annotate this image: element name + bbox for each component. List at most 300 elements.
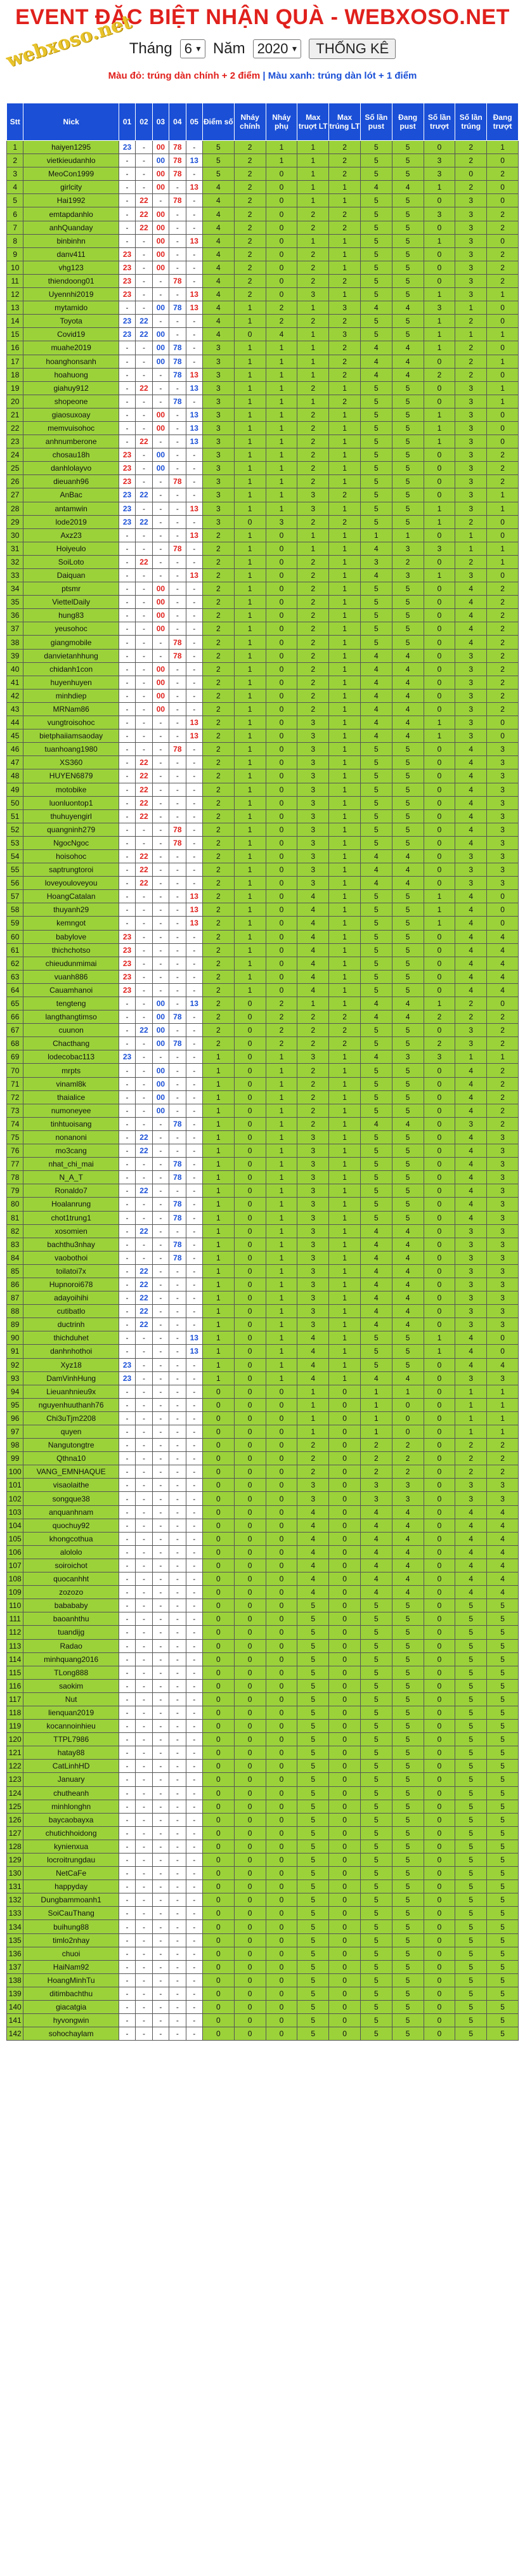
nick-cell[interactable]: emtapdanhlo: [23, 207, 119, 221]
year-select[interactable]: [253, 39, 302, 58]
number-cell: -: [119, 649, 135, 662]
nick-cell[interactable]: Dungbammoanh1: [23, 1893, 119, 1907]
stat-cell: 2: [202, 997, 234, 1010]
nick-cell[interactable]: MeoCon1999: [23, 167, 119, 181]
stat-cell: 0: [424, 702, 455, 716]
nick-cell[interactable]: kynienxua: [23, 1840, 119, 1853]
stat-cell: 2: [234, 261, 266, 274]
nick-cell[interactable]: baycaobayxa: [23, 1813, 119, 1826]
number-cell: -: [119, 756, 135, 769]
number-cell: 00: [152, 247, 169, 261]
nick-cell[interactable]: numoneyee: [23, 1104, 119, 1117]
number-cell: -: [186, 809, 202, 823]
nick-cell[interactable]: Xyz18: [23, 1358, 119, 1371]
nick-cell[interactable]: Hai1992: [23, 194, 119, 207]
number-cell: -: [186, 1037, 202, 1050]
nick-cell[interactable]: Qthna10: [23, 1452, 119, 1465]
number-cell: -: [152, 1559, 169, 1572]
nick-cell[interactable]: hoahuong: [23, 368, 119, 381]
number-cell: 00: [152, 1010, 169, 1024]
nick-cell[interactable]: chuoi: [23, 1947, 119, 1960]
stat-cell: 1: [329, 448, 361, 462]
nick-cell[interactable]: buihung88: [23, 1920, 119, 1933]
nick-cell[interactable]: danv411: [23, 247, 119, 261]
stat-cell: 0: [202, 1786, 234, 1800]
stat-cell: 4: [392, 355, 424, 368]
stat-cell: 2: [297, 689, 329, 702]
stat-cell: 3: [455, 1238, 487, 1251]
nick-cell[interactable]: minhdiep: [23, 689, 119, 702]
nick-cell[interactable]: timlo2nhay: [23, 1933, 119, 1947]
nick-cell[interactable]: soiroichot: [23, 1559, 119, 1572]
nick-cell[interactable]: babababy: [23, 1599, 119, 1612]
number-cell: 00: [152, 1090, 169, 1104]
nick-cell[interactable]: huyenhuyen: [23, 676, 119, 689]
nick-cell[interactable]: zozozo: [23, 1586, 119, 1599]
stat-cell: 5: [392, 943, 424, 957]
nick-cell[interactable]: minhlonghn: [23, 1800, 119, 1813]
nick-cell[interactable]: Hupnoroi678: [23, 1278, 119, 1291]
table-row: [7, 488, 519, 502]
stat-cell: 5: [297, 1720, 329, 1733]
nick-cell[interactable]: nonanoni: [23, 1130, 119, 1144]
stat-cell: 5: [455, 1893, 487, 1907]
number-cell: -: [136, 1211, 152, 1224]
number-cell: 13: [186, 368, 202, 381]
table-row: [7, 435, 519, 448]
stat-cell: 0: [424, 1692, 455, 1706]
stat-cell: 1: [234, 448, 266, 462]
nick-cell[interactable]: binbinhn: [23, 234, 119, 247]
nick-cell[interactable]: chieudunmimai: [23, 957, 119, 970]
number-cell: 23: [119, 488, 135, 502]
nick-cell[interactable]: tuandijg: [23, 1626, 119, 1639]
table-row: [7, 1278, 519, 1291]
stat-cell: 4: [360, 676, 392, 689]
site-logo[interactable]: webxoso.net: [3, 11, 134, 72]
number-cell: -: [152, 636, 169, 649]
stat-cell: 0: [266, 1666, 297, 1679]
nick-cell[interactable]: Daiquan: [23, 569, 119, 582]
stat-cell: 1: [329, 729, 361, 743]
stat-cell: 5: [487, 1599, 519, 1612]
number-cell: -: [119, 301, 135, 315]
nick-cell[interactable]: HUYEN6879: [23, 769, 119, 783]
nick-cell[interactable]: vungtroisohoc: [23, 716, 119, 729]
nick-cell[interactable]: Uyennhi2019: [23, 288, 119, 301]
nick-cell[interactable]: XS360: [23, 756, 119, 769]
nick-cell[interactable]: CatLinhHD: [23, 1760, 119, 1773]
stat-cell: 0: [487, 421, 519, 435]
nick-cell[interactable]: antamwin: [23, 502, 119, 515]
nick-cell[interactable]: saptrungtoroi: [23, 863, 119, 877]
nick-cell[interactable]: haiyen1295: [23, 141, 119, 154]
stat-cell: 0: [424, 649, 455, 662]
nick-cell[interactable]: HoangMinhTu: [23, 1973, 119, 1987]
stat-cell: 0: [266, 957, 297, 970]
nick-cell[interactable]: Cauamhanoi: [23, 983, 119, 997]
stat-cell: 1: [234, 743, 266, 756]
nick-cell[interactable]: yeusohoc: [23, 622, 119, 636]
nick-cell[interactable]: vuanh886: [23, 970, 119, 983]
nick-cell[interactable]: anhQuanday: [23, 221, 119, 234]
stat-cell: 0: [266, 555, 297, 568]
nick-cell[interactable]: dieuanh96: [23, 475, 119, 488]
stat-cell: 2: [455, 1439, 487, 1452]
nick-cell[interactable]: SoiLoto: [23, 555, 119, 568]
stat-cell: 79: [7, 1184, 23, 1198]
nick-cell[interactable]: Ronaldo7: [23, 1184, 119, 1198]
nick-cell[interactable]: Chi3uTjm2208: [23, 1411, 119, 1425]
nick-cell[interactable]: ptsmr: [23, 582, 119, 596]
number-cell: 22: [136, 1184, 152, 1198]
nick-cell[interactable]: January: [23, 1773, 119, 1786]
nick-cell[interactable]: giahuy912: [23, 381, 119, 395]
nick-cell[interactable]: chidanh1con: [23, 662, 119, 676]
nick-cell[interactable]: Toyota: [23, 315, 119, 328]
nick-cell[interactable]: Radao: [23, 1639, 119, 1652]
number-cell: -: [119, 1411, 135, 1425]
nick-cell[interactable]: thichchotso: [23, 943, 119, 957]
nick-cell[interactable]: DamVinhHung: [23, 1371, 119, 1385]
stat-cell: 0: [266, 1532, 297, 1545]
stat-cell: 58: [7, 903, 23, 917]
stat-cell: 2: [202, 689, 234, 702]
table-row: [7, 609, 519, 622]
stat-cell: 0: [234, 1130, 266, 1144]
stat-cell: 3: [455, 247, 487, 261]
nick-cell[interactable]: bietphaiiamsaoday: [23, 729, 119, 743]
number-cell: -: [119, 1439, 135, 1452]
stat-cell: 5: [392, 221, 424, 234]
number-cell: -: [169, 1572, 186, 1586]
nick-cell[interactable]: MRNam86: [23, 702, 119, 716]
nick-cell[interactable]: cuunon: [23, 1024, 119, 1037]
number-cell: 13: [186, 903, 202, 917]
stat-cell: 0: [202, 1586, 234, 1599]
nick-cell[interactable]: giangmobile: [23, 636, 119, 649]
number-cell: -: [186, 1010, 202, 1024]
number-cell: -: [136, 1612, 152, 1626]
stat-cell: 1: [455, 1411, 487, 1425]
nick-cell[interactable]: ViettelDaily: [23, 596, 119, 609]
number-cell: -: [136, 903, 152, 917]
stat-cell: 3: [455, 662, 487, 676]
stat-cell: 5: [392, 1973, 424, 1987]
nick-cell[interactable]: muahe2019: [23, 341, 119, 355]
number-cell: -: [136, 609, 152, 622]
nick-cell[interactable]: xosomien: [23, 1224, 119, 1238]
nick-cell[interactable]: thiendoong01: [23, 274, 119, 287]
column-header: Max truợt LT: [297, 103, 329, 141]
stat-cell: 2: [297, 221, 329, 234]
stat-cell: 2: [202, 582, 234, 596]
nick-cell[interactable]: nhat_chi_mai: [23, 1158, 119, 1171]
nick-cell[interactable]: khongcothua: [23, 1532, 119, 1545]
number-cell: -: [152, 1411, 169, 1425]
stat-cell: 1: [202, 1090, 234, 1104]
number-cell: -: [186, 1907, 202, 1920]
stat-cell: 0: [487, 997, 519, 1010]
stat-cell: 0: [234, 1371, 266, 1385]
table-row: [7, 1773, 519, 1786]
stat-cell: 5: [392, 1813, 424, 1826]
nick-cell[interactable]: chot1trung1: [23, 1211, 119, 1224]
nick-cell[interactable]: tuanhoang1980: [23, 743, 119, 756]
stat-cell: 4: [455, 1532, 487, 1545]
nick-cell[interactable]: lode2019: [23, 515, 119, 528]
stat-cell: 5: [297, 1773, 329, 1786]
nick-cell[interactable]: giacatgia: [23, 2001, 119, 2014]
stat-cell: 2: [329, 1024, 361, 1037]
stat-cell: 5: [297, 1639, 329, 1652]
nick-cell[interactable]: Lieuanhnieu9x: [23, 1385, 119, 1398]
nick-cell[interactable]: TLong888: [23, 1666, 119, 1679]
stat-cell: 3: [455, 1479, 487, 1492]
nick-cell[interactable]: happyday: [23, 1880, 119, 1893]
nick-cell[interactable]: mrpts: [23, 1064, 119, 1077]
stat-cell: 5: [360, 1158, 392, 1171]
nick-cell[interactable]: locroitrungdau: [23, 1854, 119, 1867]
number-cell: -: [169, 1345, 186, 1358]
nick-cell[interactable]: AnBac: [23, 488, 119, 502]
stat-cell: 0: [234, 1358, 266, 1371]
stat-cell: 5: [202, 141, 234, 154]
number-cell: -: [186, 689, 202, 702]
nick-cell[interactable]: vietkieudanhlo: [23, 154, 119, 167]
number-cell: -: [186, 877, 202, 890]
stat-cell: 2: [297, 1037, 329, 1050]
nick-cell[interactable]: Nangutongtre: [23, 1439, 119, 1452]
stat-cell: 2: [329, 515, 361, 528]
stat-cell: 42: [7, 689, 23, 702]
stat-cell: 5: [360, 1599, 392, 1612]
nick-cell[interactable]: hoisohoc: [23, 849, 119, 863]
number-cell: 00: [152, 355, 169, 368]
nick-cell[interactable]: Covid19: [23, 328, 119, 341]
nick-cell[interactable]: anhnumberone: [23, 435, 119, 448]
nick-cell[interactable]: Hoalanrung: [23, 1198, 119, 1211]
number-cell: -: [169, 1733, 186, 1746]
stat-cell: 33: [7, 569, 23, 582]
nick-cell[interactable]: sohochaylam: [23, 2027, 119, 2041]
nick-cell[interactable]: danhlolayvo: [23, 462, 119, 475]
number-cell: 23: [119, 274, 135, 287]
nick-cell[interactable]: thuyanh29: [23, 903, 119, 917]
nick-cell[interactable]: langthangtimso: [23, 1010, 119, 1024]
nick-cell[interactable]: NetCaFe: [23, 1867, 119, 1880]
stat-cell: 0: [424, 355, 455, 368]
nick-cell[interactable]: thuhuyengirl: [23, 809, 119, 823]
nick-cell[interactable]: Chacthang: [23, 1037, 119, 1050]
stat-cell: 1: [202, 1171, 234, 1184]
stat-cell: 0: [202, 1626, 234, 1639]
stat-cell: 3: [297, 1318, 329, 1331]
nick-cell[interactable]: Axz23: [23, 528, 119, 542]
nick-cell[interactable]: vhg123: [23, 261, 119, 274]
nick-cell[interactable]: hatay88: [23, 1746, 119, 1760]
nick-cell[interactable]: bachthu3nhay: [23, 1238, 119, 1251]
nick-cell[interactable]: minhquang2016: [23, 1652, 119, 1666]
nick-cell[interactable]: quochuy92: [23, 1519, 119, 1532]
stat-cell: 90: [7, 1331, 23, 1345]
nick-cell[interactable]: hung83: [23, 609, 119, 622]
nick-cell[interactable]: NgocNgoc: [23, 836, 119, 849]
nick-cell[interactable]: danhnhothoi: [23, 1345, 119, 1358]
nick-cell[interactable]: adayoihihi: [23, 1291, 119, 1305]
number-cell: -: [169, 997, 186, 1010]
number-cell: 78: [169, 636, 186, 649]
number-cell: -: [152, 863, 169, 877]
nick-cell[interactable]: quangninh279: [23, 823, 119, 836]
nick-cell[interactable]: anquanhnam: [23, 1505, 119, 1519]
stat-cell: 4: [297, 970, 329, 983]
number-cell: 22: [136, 555, 152, 568]
stat-cell: 61: [7, 943, 23, 957]
nick-cell[interactable]: cutibatlo: [23, 1305, 119, 1318]
stat-cell: 4: [392, 716, 424, 729]
stat-cell: 5: [360, 261, 392, 274]
number-cell: -: [186, 315, 202, 328]
number-cell: -: [169, 582, 186, 596]
nick-cell[interactable]: nguyenhuuthanh76: [23, 1398, 119, 1411]
nick-cell[interactable]: mo3cang: [23, 1144, 119, 1158]
nick-cell[interactable]: songque38: [23, 1492, 119, 1505]
nick-cell[interactable]: HoangCatalan: [23, 890, 119, 903]
page-header: [0, 0, 525, 103]
number-cell: -: [169, 676, 186, 689]
nick-cell[interactable]: alololo: [23, 1545, 119, 1559]
stat-cell: 2: [487, 622, 519, 636]
nick-cell[interactable]: TTPL7986: [23, 1733, 119, 1746]
nick-cell[interactable]: lodecobac113: [23, 1050, 119, 1064]
nick-cell[interactable]: tinhtuoisang: [23, 1117, 119, 1130]
number-cell: -: [169, 702, 186, 716]
nick-cell[interactable]: ditimbachthu: [23, 1987, 119, 2000]
number-cell: -: [136, 636, 152, 649]
number-cell: -: [136, 1679, 152, 1692]
stat-cell: 4: [297, 1586, 329, 1599]
number-cell: -: [152, 809, 169, 823]
number-cell: -: [136, 1813, 152, 1826]
submit-button[interactable]: THỐNG KÊ: [309, 39, 396, 59]
stat-cell: 5: [297, 1987, 329, 2000]
stat-cell: 2: [329, 1010, 361, 1024]
nick-cell[interactable]: hoanghonsanh: [23, 355, 119, 368]
nick-cell[interactable]: saokim: [23, 1679, 119, 1692]
stat-cell: 1: [455, 301, 487, 315]
nick-cell[interactable]: quocanhht: [23, 1572, 119, 1586]
nick-cell[interactable]: motobike: [23, 783, 119, 796]
stat-cell: 1: [329, 1144, 361, 1158]
nick-cell[interactable]: danvietanhhung: [23, 649, 119, 662]
stat-cell: 3: [455, 421, 487, 435]
nick-cell[interactable]: chutheanh: [23, 1786, 119, 1800]
stat-cell: 6: [7, 207, 23, 221]
number-cell: -: [169, 1692, 186, 1706]
nick-cell[interactable]: VANG_EMNHAQUE: [23, 1465, 119, 1479]
nick-cell[interactable]: chutichhoidong: [23, 1826, 119, 1840]
nick-cell[interactable]: Nut: [23, 1692, 119, 1706]
stat-cell: 2: [297, 475, 329, 488]
nick-cell[interactable]: thaialice: [23, 1090, 119, 1104]
nick-cell[interactable]: SoiCauThang: [23, 1907, 119, 1920]
column-header: Điểm số: [202, 103, 234, 141]
stat-cell: 4: [360, 849, 392, 863]
legend-separator: |: [260, 70, 268, 81]
nick-cell[interactable]: visaolaithe: [23, 1479, 119, 1492]
nick-cell[interactable]: babylove: [23, 930, 119, 943]
stat-cell: 1: [424, 234, 455, 247]
stat-cell: 1: [234, 983, 266, 997]
stat-cell: 17: [7, 355, 23, 368]
number-cell: -: [136, 823, 152, 836]
stat-cell: 1: [266, 435, 297, 448]
stat-cell: 127: [7, 1826, 23, 1840]
number-cell: -: [169, 863, 186, 877]
nick-cell[interactable]: toilatoi7x: [23, 1264, 119, 1278]
number-cell: -: [136, 301, 152, 315]
month-select[interactable]: [180, 39, 205, 58]
number-cell: -: [119, 1117, 135, 1130]
nick-cell[interactable]: vinaml8k: [23, 1077, 119, 1090]
nick-cell[interactable]: lienquan2019: [23, 1706, 119, 1719]
nick-cell[interactable]: kocannoinhieu: [23, 1720, 119, 1733]
stat-cell: 4: [360, 1545, 392, 1559]
nick-cell[interactable]: vaobothoi: [23, 1251, 119, 1264]
nick-cell[interactable]: luonluontop1: [23, 796, 119, 809]
stat-cell: 1: [424, 1331, 455, 1345]
column-header: Max trúng LT: [329, 103, 361, 141]
nick-cell[interactable]: quyen: [23, 1425, 119, 1439]
stat-cell: 1: [487, 1425, 519, 1439]
table-row: [7, 1358, 519, 1371]
number-cell: -: [152, 288, 169, 301]
number-cell: -: [119, 622, 135, 636]
stat-cell: 103: [7, 1505, 23, 1519]
nick-cell[interactable]: N_A_T: [23, 1171, 119, 1184]
nick-cell[interactable]: girlcity: [23, 181, 119, 194]
nick-cell[interactable]: mytamido: [23, 301, 119, 315]
stat-cell: 1: [392, 528, 424, 542]
nick-cell[interactable]: ductrinh: [23, 1318, 119, 1331]
nick-cell[interactable]: hyvongwin: [23, 2014, 119, 2027]
table-row: [7, 1385, 519, 1398]
stat-cell: 0: [424, 1920, 455, 1933]
nick-cell[interactable]: tengteng: [23, 997, 119, 1010]
nick-cell[interactable]: baoanhthu: [23, 1612, 119, 1626]
nick-cell[interactable]: thichduhet: [23, 1331, 119, 1345]
nick-cell[interactable]: loveyouloveyou: [23, 877, 119, 890]
stat-cell: 1: [234, 609, 266, 622]
number-cell: -: [152, 1305, 169, 1318]
nick-cell[interactable]: Hoiyeulo: [23, 542, 119, 555]
table-row: [7, 877, 519, 890]
stat-cell: 4: [487, 1532, 519, 1545]
nick-cell[interactable]: giaosuxoay: [23, 408, 119, 421]
table-row: [7, 1425, 519, 1439]
nick-cell[interactable]: chosau18h: [23, 448, 119, 462]
nick-cell[interactable]: HaiNam92: [23, 1960, 119, 1973]
nick-cell[interactable]: shopeone: [23, 395, 119, 408]
stat-cell: 131: [7, 1880, 23, 1893]
stat-cell: 5: [297, 1960, 329, 1973]
number-cell: -: [119, 1933, 135, 1947]
nick-cell[interactable]: memvuisohoc: [23, 421, 119, 435]
nick-cell[interactable]: kemngot: [23, 917, 119, 930]
stat-cell: 0: [234, 1439, 266, 1452]
table-row: [7, 917, 519, 930]
